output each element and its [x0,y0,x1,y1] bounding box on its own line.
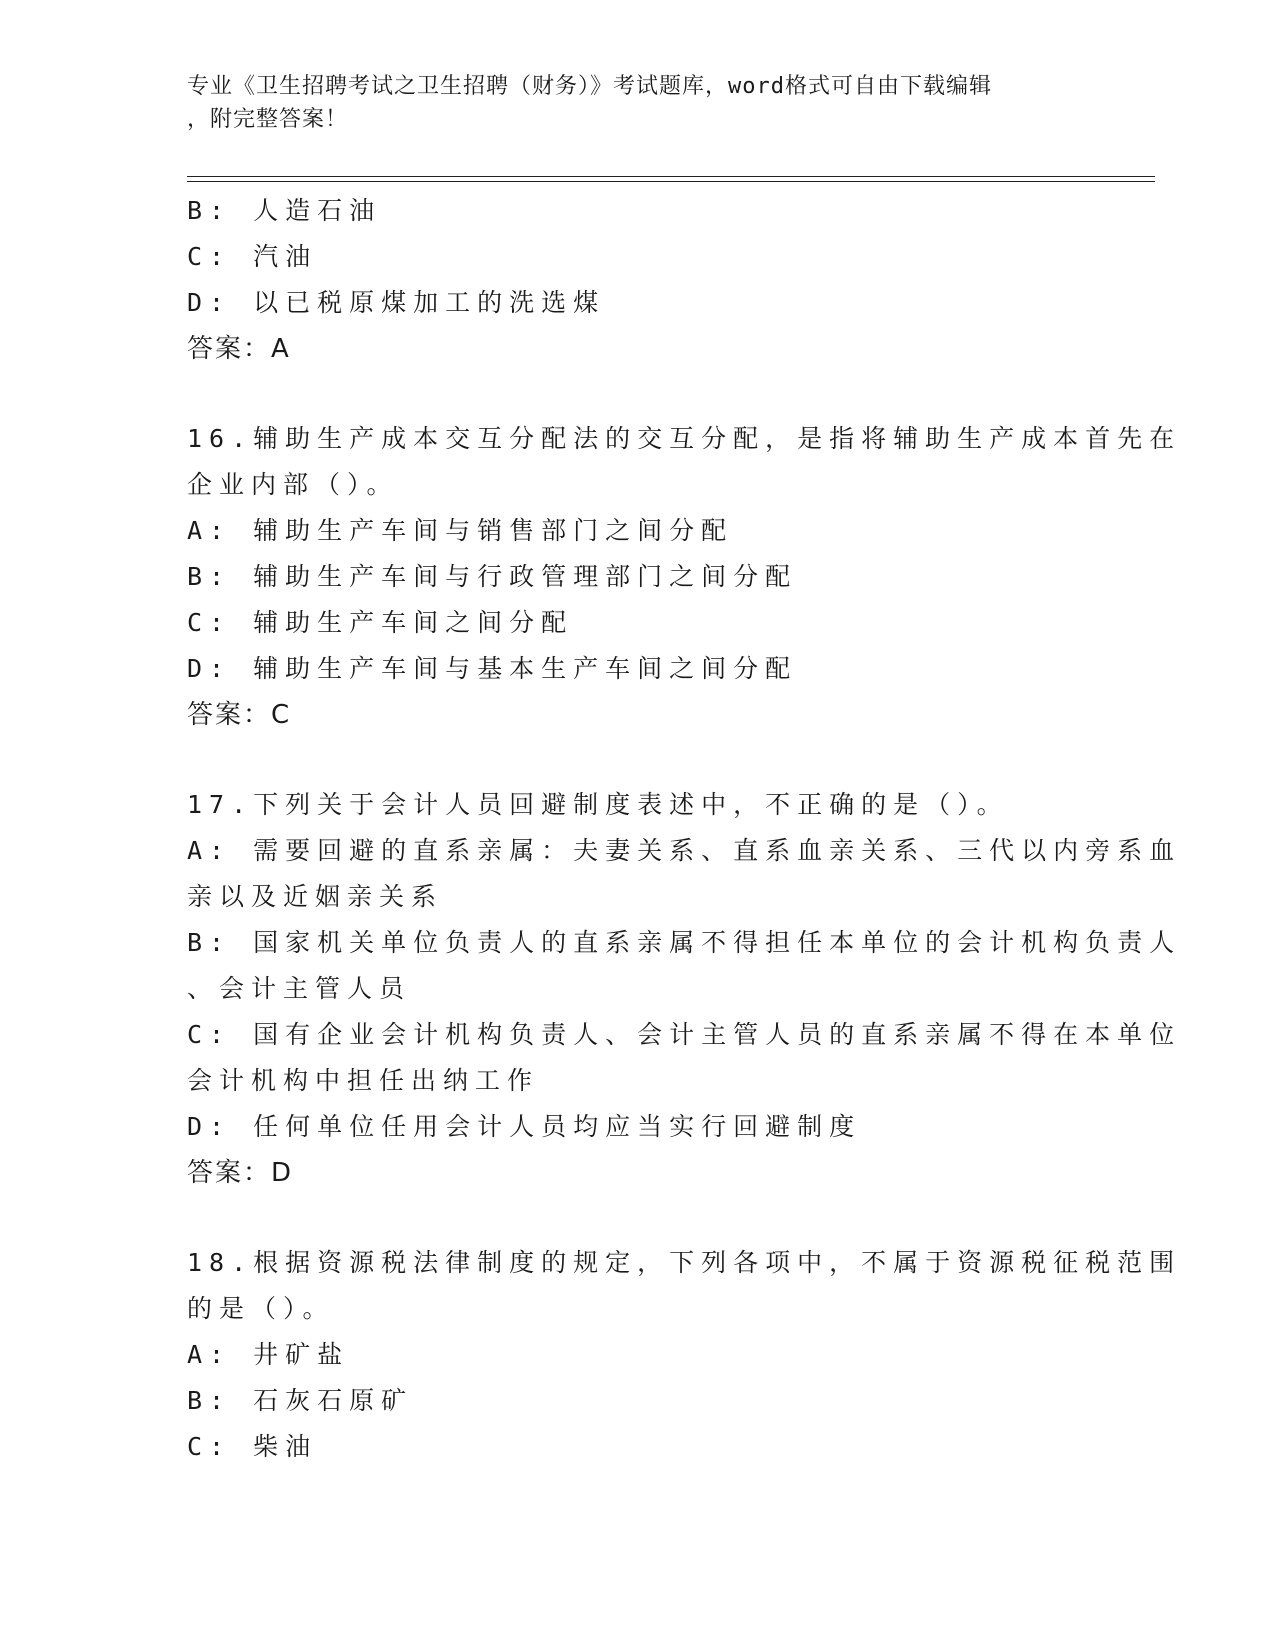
option-c: C: 汽油 [187,242,318,271]
option-b: B: 辅助生产车间与行政管理部门之间分配 [187,562,798,591]
document-header [187,70,1067,136]
question-stem: 17.下列关于会计人员回避制度表述中，不正确的是（）。 [187,790,1009,819]
option-d: D: 以已税原煤加工的洗选煤 [187,288,606,317]
answer: 答案：D [187,1158,294,1188]
option-c-continued: 会计机构中担任出纳工作 [187,1066,540,1095]
option-d: D: 任何单位任用会计人员均应当实行回避制度 [187,1112,862,1141]
option-b: B: 石灰石原矿 [187,1386,414,1415]
question-list [187,188,1182,1470]
question-17 [187,782,1182,1196]
question-18 [187,1240,1182,1470]
question-stem-continued: 企业内部（）。 [187,470,399,499]
option-b: B: 人造石油 [187,196,382,225]
header-divider-top [187,176,1155,177]
option-a: A: 辅助生产车间与销售部门之间分配 [187,516,734,545]
option-a: A: 需要回避的直系亲属：夫妻关系、直系血亲关系、三代以内旁系血 [187,836,1182,865]
answer: 答案：A [187,334,291,364]
question-15-tail [187,188,1087,372]
question-16 [187,416,1182,738]
header-line-1: 专业《卫生招聘考试之卫生招聘（财务）》考试题库，word格式可自由下载编辑 [187,74,992,99]
answer: 答案：C [187,700,292,730]
option-c: C: 柴油 [187,1432,318,1461]
option-c: C: 辅助生产车间之间分配 [187,608,574,637]
header-divider-bottom [187,181,1155,182]
header-line-2: ，附完整答案！ [187,107,349,132]
question-stem: 18.根据资源税法律制度的规定，下列各项中，不属于资源税征税范围 [187,1248,1182,1277]
spacer [187,1196,1087,1240]
question-stem-continued: 的是（）。 [187,1294,335,1323]
spacer [187,372,1087,416]
option-b-continued: 、会计主管人员 [187,974,412,1003]
option-d: D: 辅助生产车间与基本生产车间之间分配 [187,654,798,683]
question-stem: 16.辅助生产成本交互分配法的交互分配，是指将辅助生产成本首先在 [187,424,1182,453]
spacer [187,738,1087,782]
option-a-continued: 亲以及近姻亲关系 [187,882,444,911]
option-b: B: 国家机关单位负责人的直系亲属不得担任本单位的会计机构负责人 [187,928,1182,957]
option-a: A: 井矿盐 [187,1340,350,1369]
option-c: C: 国有企业会计机构负责人、会计主管人员的直系亲属不得在本单位 [187,1020,1182,1049]
